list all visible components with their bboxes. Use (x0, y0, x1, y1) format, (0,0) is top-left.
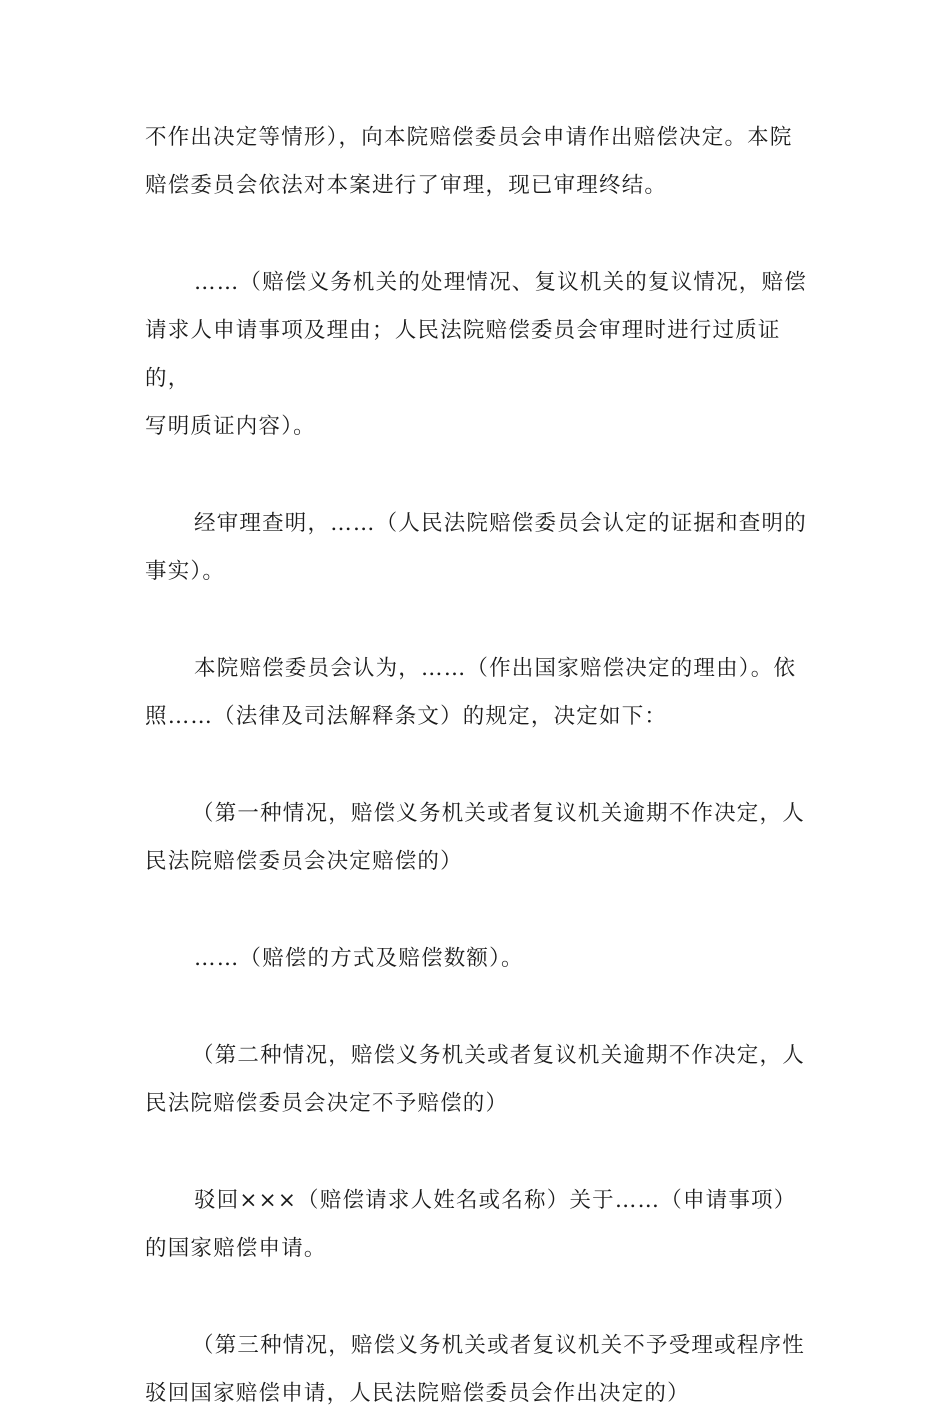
text-line: 的国家赔偿申请。 (145, 1236, 327, 1261)
paragraph-reasoning (145, 645, 813, 741)
text-line: （第二种情况，赔偿义务机关或者复议机关逾期不作决定，人 (192, 1043, 805, 1068)
paragraph-findings (145, 500, 813, 596)
paragraph-case-two-heading (145, 1032, 813, 1128)
text-line: 本院赔偿委员会认为，……（作出国家赔偿决定的理由）。依 (194, 656, 797, 681)
text-line: （第三种情况，赔偿义务机关或者复议机关不予受理或程序性 (192, 1333, 805, 1358)
text-line: 经审理查明，……（人民法院赔偿委员会认定的证据和查明的 (194, 511, 807, 536)
text-line: 不作出决定等情形），向本院赔偿委员会申请作出赔偿决定。本院 (145, 125, 793, 150)
text-line: ……（赔偿义务机关的处理情况、复议机关的复议情况，赔偿 (194, 270, 807, 295)
text-line: 照……（法律及司法解释条文）的规定，决定如下： (145, 704, 668, 729)
paragraph-case-background (145, 259, 813, 451)
text-line: （第一种情况，赔偿义务机关或者复议机关逾期不作决定，人 (192, 801, 805, 826)
paragraph-continuation (145, 114, 813, 210)
text-line: ……（赔偿的方式及赔偿数额）。 (194, 946, 524, 971)
text-line: 驳回×××（赔偿请求人姓名或名称）关于……（申请事项） (194, 1188, 797, 1213)
document-body (145, 114, 813, 1418)
paragraph-case-one-decision (145, 935, 813, 983)
paragraph-case-two-decision (145, 1177, 813, 1273)
paragraph-case-three-heading (145, 1322, 813, 1418)
paragraph-case-one-heading (145, 790, 813, 886)
text-line: 民法院赔偿委员会决定赔偿的） (145, 849, 463, 874)
text-line: 请求人申请事项及理由；人民法院赔偿委员会审理时进行过质证的， (145, 318, 781, 391)
text-line: 事实）。 (145, 559, 226, 584)
text-line: 民法院赔偿委员会决定不予赔偿的） (145, 1091, 509, 1116)
text-line: 驳回国家赔偿申请，人民法院赔偿委员会作出决定的） (145, 1381, 690, 1406)
text-line: 写明质证内容）。 (145, 414, 316, 439)
text-line: 赔偿委员会依法对本案进行了审理，现已审理终结。 (145, 173, 668, 198)
